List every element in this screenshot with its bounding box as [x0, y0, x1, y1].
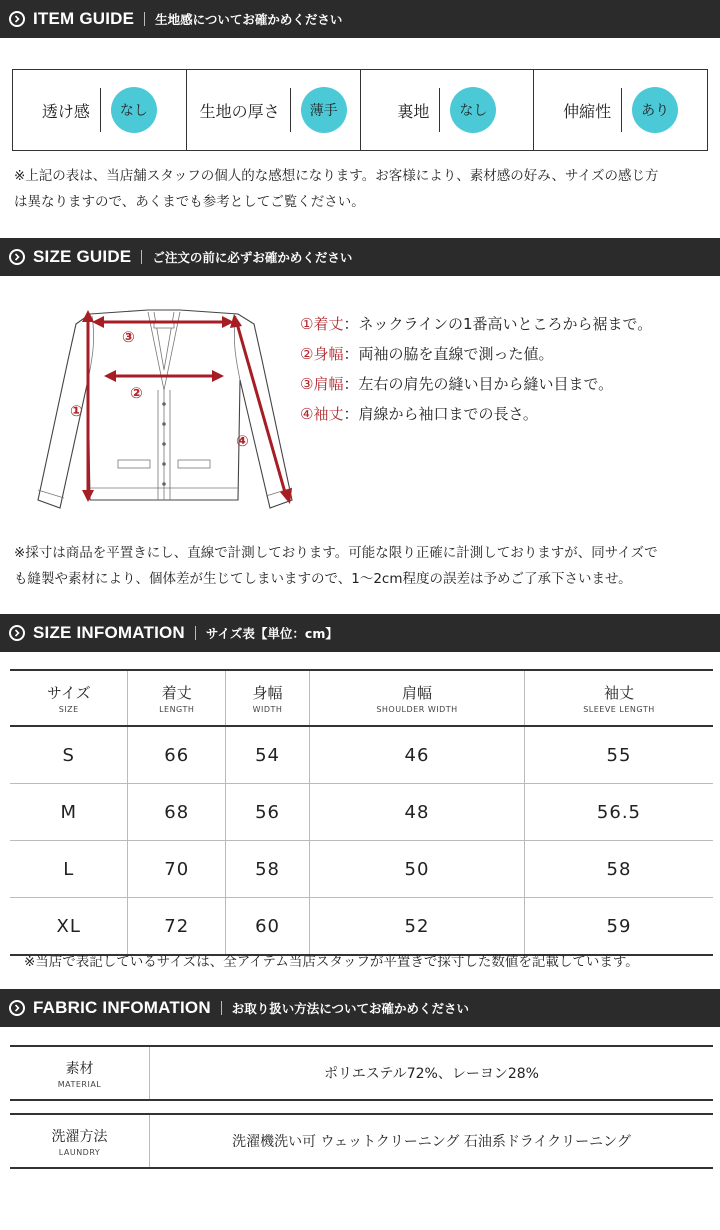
size-guide-note: [14, 540, 709, 592]
item-value-badge: なし: [450, 87, 496, 133]
measure-text: ：ネックラインの1番高いところから裾まで。: [343, 315, 653, 333]
item-value-badge: あり: [632, 87, 678, 133]
diagram-label-4: ④: [236, 432, 249, 450]
section-title: SIZE GUIDE: [33, 247, 132, 266]
section-title: FABRIC INFOMATION: [33, 998, 211, 1017]
divider: [290, 88, 291, 132]
item-label: 伸縮性: [563, 101, 612, 121]
divider: [195, 626, 196, 640]
table-cell: M: [10, 784, 128, 841]
fabric-key-en: LAUNDRY: [58, 1147, 101, 1157]
fabric-row-laundry: [10, 1113, 713, 1169]
diagram-label-1: ①: [70, 402, 83, 420]
size-info-header: [0, 614, 720, 652]
fabric-value: ポリエステル72%、レーヨン28%: [324, 1066, 539, 1082]
table-header-row: [10, 670, 713, 726]
table-cell: 58: [524, 841, 713, 898]
chevron-right-icon: [9, 625, 25, 641]
table-cell: 66: [128, 726, 226, 784]
item-label: 生地の厚さ: [199, 101, 280, 121]
column-header: 肩幅 SHOULDER WIDTH: [310, 670, 525, 726]
fabric-key-ja: 素材: [65, 1060, 94, 1077]
table-cell: 56.5: [524, 784, 713, 841]
size-table: [10, 669, 713, 956]
size-guide-line: [300, 343, 553, 364]
table-cell: 55: [524, 726, 713, 784]
measure-text: ：両袖の脇を直線で測った値。: [343, 345, 554, 363]
measure-mark: ②身幅: [300, 345, 344, 363]
divider: [144, 12, 145, 26]
divider: [100, 88, 101, 132]
item-guide-cell: [187, 70, 361, 150]
note-line: ※採寸は商品を平置きにし、直線で計測しております。可能な限り正確に計測しておりますが、同サイズで: [14, 545, 658, 561]
table-cell: 48: [310, 784, 525, 841]
diagram-label-3: ③: [122, 328, 135, 346]
column-header: サイズ SIZE: [10, 670, 128, 726]
fabric-key: [10, 1047, 150, 1099]
note-line: ※上記の表は、当店舗スタッフの個人的な感想になります。お客様により、素材感の好み、サイズの感じ方: [14, 168, 659, 184]
chevron-right-icon: [9, 11, 25, 27]
section-title: ITEM GUIDE: [33, 9, 135, 28]
size-table-note: ※当店で表記しているサイズは、全アイテム当店スタッフが平置きで採寸した数値を記載しています。: [24, 954, 639, 970]
column-header: 身幅 WIDTH: [226, 670, 310, 726]
item-label: 裏地: [397, 101, 430, 121]
note-line: は異なりますので、あくまでも参考としてご覧ください。: [14, 194, 365, 210]
size-guide-header: [0, 238, 720, 276]
item-guide-cell: [13, 70, 187, 150]
fabric-row-material: [10, 1045, 713, 1101]
divider: [221, 1001, 222, 1015]
item-guide-table: [12, 69, 708, 151]
table-cell: 54: [226, 726, 310, 784]
table-cell: XL: [10, 898, 128, 956]
measure-mark: ③肩幅: [300, 375, 344, 393]
chevron-right-icon: [9, 249, 25, 265]
measure-mark: ①着丈: [300, 315, 344, 333]
measure-mark: ④袖丈: [300, 405, 344, 423]
item-guide-cell: [534, 70, 707, 150]
diagram-label-2: ②: [130, 384, 143, 402]
measure-text: ：左右の肩先の縫い目から縫い目まで。: [343, 375, 614, 393]
fabric-key-en: MATERIAL: [57, 1079, 102, 1089]
table-cell: 68: [128, 784, 226, 841]
item-label: 透け感: [41, 101, 90, 121]
fabric-info-header: [0, 989, 720, 1027]
divider: [621, 88, 622, 132]
table-cell: L: [10, 841, 128, 898]
fabric-value: 洗濯機洗い可 ウェットクリーニング 石油系ドライクリーニング: [232, 1134, 631, 1150]
section-subtitle: サイズ表【単位：cm】: [205, 626, 338, 641]
size-guide-line: [300, 313, 652, 334]
table-row: [10, 784, 713, 841]
table-cell: 60: [226, 898, 310, 956]
table-cell: 52: [310, 898, 525, 956]
table-cell: 72: [128, 898, 226, 956]
section-subtitle: ご注文の前に必ずお確かめください: [152, 250, 353, 265]
divider: [141, 250, 142, 264]
size-guide-line: [300, 403, 538, 424]
column-header: 袖丈 SLEEVE LENGTH: [524, 670, 713, 726]
table-row: [10, 841, 713, 898]
table-cell: 56: [226, 784, 310, 841]
section-subtitle: 生地感についてお確かめください: [155, 12, 343, 27]
table-cell: 46: [310, 726, 525, 784]
table-cell: 58: [226, 841, 310, 898]
section-subtitle: お取り扱い方法についてお確かめください: [231, 1001, 470, 1016]
divider: [439, 88, 440, 132]
table-cell: S: [10, 726, 128, 784]
chevron-right-icon: [9, 1000, 25, 1016]
table-cell: 59: [524, 898, 713, 956]
table-row: [10, 726, 713, 784]
item-value-badge: なし: [111, 87, 157, 133]
size-guide-line: [300, 373, 613, 394]
table-cell: 70: [128, 841, 226, 898]
table-cell: 50: [310, 841, 525, 898]
table-row: [10, 898, 713, 956]
note-line: も縫製や素材により、個体差が生じてしまいますので、1〜2cm程度の誤差は予めご了承下さいませ。: [14, 571, 632, 587]
item-value-badge: 薄手: [301, 87, 347, 133]
section-title: SIZE INFOMATION: [33, 623, 185, 642]
fabric-key-ja: 洗濯方法: [51, 1128, 108, 1145]
item-guide-cell: [361, 70, 535, 150]
measure-text: ：肩線から袖口までの長さ。: [343, 405, 538, 423]
cardigan-diagram: [30, 300, 300, 520]
item-guide-header: [0, 0, 720, 38]
fabric-key: [10, 1115, 150, 1167]
column-header: 着丈 LENGTH: [128, 670, 226, 726]
item-guide-note: [14, 163, 709, 215]
